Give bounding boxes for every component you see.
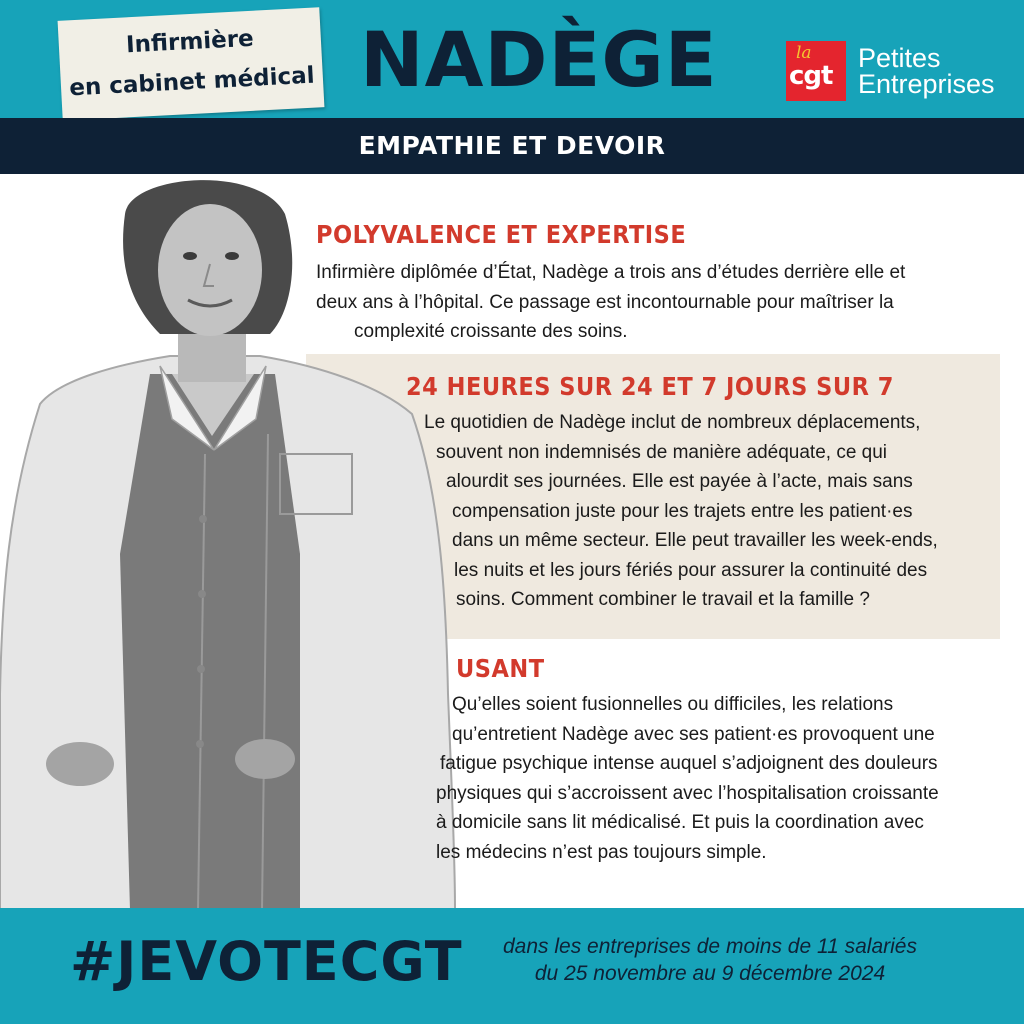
section-3-line: Qu’elles soient fusionnelles ou difficiles, les relations	[452, 694, 894, 715]
logo-la: la	[796, 43, 812, 63]
section-3-line: physiques qui s’accroissent avec l’hospitalisation croissante	[436, 782, 939, 804]
logo-line-1: Petites	[858, 43, 941, 73]
hashtag: #JEVOTECGT	[70, 930, 463, 993]
section-3-line: les médecins n’est pas toujours simple.	[436, 841, 767, 863]
section-2-line: compensation juste pour les trajets entre les patient·es	[452, 500, 913, 522]
section-1-body	[316, 258, 992, 347]
section-3-line: à domicile sans lit médicalisé. Et puis la coordination avec	[436, 812, 924, 833]
job-badge	[58, 7, 325, 121]
cgt-logo	[786, 41, 846, 101]
footer-line-2: du 25 novembre au 9 décembre 2024	[534, 962, 886, 985]
footer-line-1: dans les entreprises de moins de 11 salariés	[502, 935, 917, 958]
section-3-line: fatigue psychique intense auquel s’adjoignent des douleurs	[440, 753, 938, 774]
section-2-line: Le quotidien de Nadège inclut de nombreux déplacements,	[424, 412, 921, 433]
section-2-line: souvent non indemnisés de manière adéquate, ce qui	[436, 441, 888, 463]
badge-line-1: Infirmière	[125, 25, 255, 59]
section-3-heading: USANT	[456, 654, 545, 683]
logo-line-2: Entreprises	[858, 69, 995, 99]
section-2-line: alourdit ses journées. Elle est payée à l’acte, mais sans	[446, 471, 913, 492]
section-3-line: qu’entretient Nadège avec ses patient·es provoquent une	[452, 723, 935, 745]
section-2-line: dans un même secteur. Elle peut travailler les week-ends,	[452, 530, 938, 551]
person-name: NADÈGE	[360, 15, 718, 104]
subtitle: EMPATHIE ET DEVOIR	[358, 131, 666, 160]
section-2-line: soins. Comment combiner le travail et la famille ?	[456, 589, 870, 610]
section-2-heading: 24 HEURES SUR 24 ET 7 JOURS SUR 7	[406, 372, 894, 401]
section-1-line: Infirmière diplômée d’État, Nadège a trois ans d’études derrière elle et	[316, 262, 906, 283]
section-3-body	[436, 690, 992, 867]
logo-cgt: cgt	[789, 61, 833, 91]
section-1-line: deux ans à l’hôpital. Ce passage est incontournable pour maîtriser la	[316, 291, 894, 313]
section-1-line: complexité croissante des soins.	[354, 321, 628, 342]
badge-line-2: en cabinet médical	[68, 62, 316, 102]
section-2-body	[424, 408, 990, 615]
section-1-heading: POLYVALENCE ET EXPERTISE	[316, 220, 687, 249]
section-2-line: les nuits et les jours fériés pour assurer la continuité des	[454, 559, 928, 581]
